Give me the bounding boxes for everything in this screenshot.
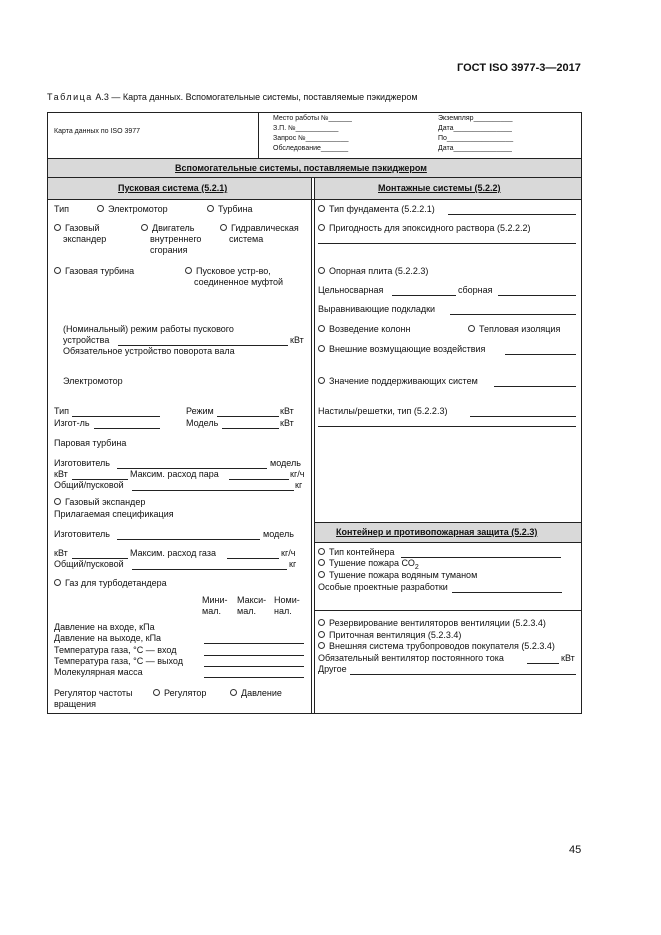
radio-icon xyxy=(54,224,61,231)
starter-mode-unit: кВт xyxy=(290,335,304,345)
option-container-type[interactable]: Тип контейнера xyxy=(318,547,395,557)
header-field-right-2: Дата_______________ xyxy=(438,125,512,132)
option-fire-co2[interactable]: Тушение пожара $СО_2$ xyxy=(318,558,419,571)
assembled-label: сборная xyxy=(458,285,493,295)
steam-flow-field[interactable] xyxy=(229,479,289,480)
epoxy-field[interactable] xyxy=(318,243,576,244)
foundation-field[interactable] xyxy=(448,214,576,215)
option-epoxy[interactable]: Пригодность для эпоксидного раствора (5.2.2.2) xyxy=(318,223,531,233)
header-field-left-2: З.П. №___________ xyxy=(273,125,339,132)
radio-icon xyxy=(318,224,325,231)
starter-mode-line1: (Номинальный) режим работы пускового xyxy=(63,324,234,334)
spec-label: Прилагаемая спецификация xyxy=(54,509,174,519)
gas-model-label: модель xyxy=(263,529,294,539)
decking-field-2[interactable] xyxy=(318,426,576,427)
radio-icon xyxy=(54,267,61,274)
steam-model-label: модель xyxy=(270,458,301,468)
reg-label: Регулятор частоты вращения xyxy=(54,688,133,709)
header-field-right-1: Экземпляр__________ xyxy=(438,115,513,122)
starter-mode-line2: устройства xyxy=(63,335,110,345)
motor-type-label: Тип xyxy=(54,406,70,416)
option-gas-turbine[interactable]: Газовая турбина xyxy=(54,266,134,276)
motor-model-field[interactable] xyxy=(222,428,279,429)
radio-icon xyxy=(468,325,475,332)
radio-icon xyxy=(141,224,148,231)
decking-label: Настилы/решетки, тип (5.2.2.3) xyxy=(318,406,448,416)
motor-model-unit: кВт xyxy=(280,418,294,428)
radio-icon xyxy=(153,689,160,696)
radio-icon xyxy=(54,579,61,586)
param-inlet-pressure: Давление на входе, кПа xyxy=(54,622,155,632)
option-supply-vent[interactable]: Приточная вентиляция (5.2.3.4) xyxy=(318,630,461,640)
page-number: 45 xyxy=(569,844,582,856)
turn-gear: Обязательное устройство поворота вала xyxy=(63,346,235,356)
option-columns[interactable]: Возведение колонн xyxy=(318,324,410,334)
param-outlet-pressure: Давление на выходе, кПа xyxy=(54,633,162,643)
option-electromotor[interactable]: Электромотор xyxy=(97,204,168,214)
param-temp-in: Температура газа, °С — вход xyxy=(54,645,177,655)
col-nom-header: Номи- нал. xyxy=(274,595,300,616)
dc-fan-unit: кВт xyxy=(561,653,575,663)
external-field[interactable] xyxy=(505,354,576,355)
steam-kw-label: кВт xyxy=(54,469,68,479)
option-turbo-gas[interactable]: Газ для турбодетандера xyxy=(54,578,167,588)
radio-icon xyxy=(220,224,227,231)
gas-manuf-label: Изготовитель xyxy=(54,529,110,539)
steam-total-label: Общий/пусковой xyxy=(54,480,124,490)
welded-label: Цельносварная xyxy=(318,285,384,295)
option-ice-engine[interactable]: Двигатель внутреннего сгорания xyxy=(141,223,201,256)
left-section-title: Пусковая система (5.2.1) xyxy=(118,183,228,193)
option-turbine[interactable]: Турбина xyxy=(207,204,253,214)
assembled-field[interactable] xyxy=(498,295,576,296)
gas-kw-label: кВт xyxy=(54,548,68,558)
radio-icon xyxy=(318,345,325,352)
radio-icon xyxy=(185,267,192,274)
header-field-right-4: Дата_______________ xyxy=(438,145,512,152)
motor-manuf-field[interactable] xyxy=(94,428,160,429)
gas-total-unit: кг xyxy=(289,559,297,569)
divider xyxy=(314,542,582,543)
shims-field[interactable] xyxy=(450,314,576,315)
option-hydraulic[interactable]: Гидравлическая система xyxy=(220,223,299,245)
radio-icon xyxy=(318,559,325,566)
container-title: Контейнер и противопожарная защита (5.2.3) xyxy=(336,527,538,537)
motor-mode-unit: кВт xyxy=(280,406,294,416)
param-molar-mass: Молекулярная масса xyxy=(54,667,143,677)
option-plate[interactable]: Опорная плита (5.2.2.3) xyxy=(318,266,428,276)
option-foundation[interactable]: Тип фундамента (5.2.2.1) xyxy=(318,204,435,214)
gas-total-field[interactable] xyxy=(132,569,287,570)
divider xyxy=(47,199,582,200)
radio-icon xyxy=(318,377,325,384)
radio-icon xyxy=(318,642,325,649)
container-type-field[interactable] xyxy=(401,557,561,558)
card-label: Карта данных по ISO 3977 xyxy=(54,128,141,135)
special-label: Особые проектные разработки xyxy=(318,582,448,592)
header-field-left-3: Запрос №___________ xyxy=(273,135,349,142)
steam-total-field[interactable] xyxy=(132,490,294,491)
gas-total-label: Общий/пусковой xyxy=(54,559,124,569)
gas-flow-unit: кг/ч xyxy=(281,548,296,558)
document-title: ГОСТ ISO 3977-3—2017 xyxy=(457,62,581,74)
dc-fan-label: Обязательный вентилятор постоянного тока xyxy=(318,653,504,663)
main-title: Вспомогательные системы, поставляемые пэкиджером xyxy=(175,163,427,173)
table-caption-label: Таблица xyxy=(47,92,93,102)
motor-title: Электромотор xyxy=(63,376,123,386)
option-gas-expander-2[interactable]: Газовый экспандер xyxy=(54,497,145,507)
param-outlet-pressure-field[interactable] xyxy=(204,643,304,644)
decking-field[interactable] xyxy=(470,416,576,417)
param-molar-mass-field[interactable] xyxy=(204,677,304,678)
steam-total-unit: кг xyxy=(295,480,303,490)
radio-icon xyxy=(318,205,325,212)
option-support-sys[interactable]: Значение поддерживающих систем xyxy=(318,376,478,386)
param-temp-in-field[interactable] xyxy=(204,655,304,656)
motor-model-label: Модель xyxy=(186,418,219,428)
table-caption-text: А.3 — Карта данных. Вспомогательные системы, поставляемые пэкиджером xyxy=(95,92,418,102)
dc-fan-field[interactable] xyxy=(527,663,559,664)
option-regulator[interactable]: Регулятор xyxy=(153,688,206,698)
header-field-right-3: По_________________ xyxy=(438,135,514,142)
option-external[interactable]: Внешние возмущающие воздействия xyxy=(318,344,485,354)
header-field-left-1: Место работы №______ xyxy=(273,115,352,122)
gas-manuf-field[interactable] xyxy=(117,539,260,540)
right-section-title: Монтажные системы (5.2.2) xyxy=(378,183,501,193)
support-sys-field[interactable] xyxy=(494,386,576,387)
option-pressure[interactable]: Давление xyxy=(230,688,282,698)
option-coupled-starter[interactable]: Пусковое устр-во, соединенное муфтой xyxy=(185,266,283,288)
radio-icon xyxy=(318,619,325,626)
col-min-header: Мини- мал. xyxy=(202,595,228,616)
motor-manuf-label: Изгот-ль xyxy=(54,418,90,428)
steam-flow-label: Максим. расход пара xyxy=(130,469,219,479)
steam-title: Паровая турбина xyxy=(54,438,127,448)
gas-flow-label: Максим. расход газа xyxy=(130,548,216,558)
radio-icon xyxy=(54,498,61,505)
steam-flow-unit: кг/ч xyxy=(290,469,305,479)
table-caption xyxy=(47,92,418,102)
radio-icon xyxy=(207,205,214,212)
motor-mode-field[interactable] xyxy=(217,416,279,417)
divider xyxy=(314,177,315,714)
radio-icon xyxy=(230,689,237,696)
gas-flow-field[interactable] xyxy=(227,558,279,559)
divider xyxy=(311,177,312,714)
col-max-header: Макси- мал. xyxy=(237,595,267,616)
option-external-pipe[interactable]: Внешняя система трубопроводов покупателя (5.2.3.4) xyxy=(318,641,555,651)
radio-icon xyxy=(318,631,325,638)
option-fire-water[interactable]: Тушение пожара водяным туманом xyxy=(318,570,477,580)
motor-mode-label: Режим xyxy=(186,406,214,416)
radio-icon xyxy=(318,548,325,555)
welded-field[interactable] xyxy=(392,295,456,296)
radio-icon xyxy=(318,267,325,274)
param-temp-out: Температура газа, °С — выход xyxy=(54,656,183,666)
special-field[interactable] xyxy=(452,592,562,593)
option-gas-expander[interactable]: Газовый экспандер xyxy=(54,223,106,245)
option-vent-reserve[interactable]: Резервирование вентиляторов вентиляции (5.2.3.4) xyxy=(318,618,546,628)
radio-icon xyxy=(318,325,325,332)
param-temp-out-field[interactable] xyxy=(204,666,304,667)
shims-label: Выравнивающие подкладки xyxy=(318,304,436,314)
other-field[interactable] xyxy=(350,674,576,675)
type-label: Тип xyxy=(54,204,70,214)
radio-icon xyxy=(318,571,325,578)
other-label: Другое xyxy=(318,664,347,674)
header-field-left-4: Обследование_______ xyxy=(273,145,349,152)
motor-type-field[interactable] xyxy=(72,416,160,417)
radio-icon xyxy=(97,205,104,212)
option-insulation[interactable]: Тепловая изоляция xyxy=(468,324,560,334)
divider xyxy=(314,610,582,611)
steam-manuf-label: Изготовитель xyxy=(54,458,110,468)
divider xyxy=(258,112,259,158)
